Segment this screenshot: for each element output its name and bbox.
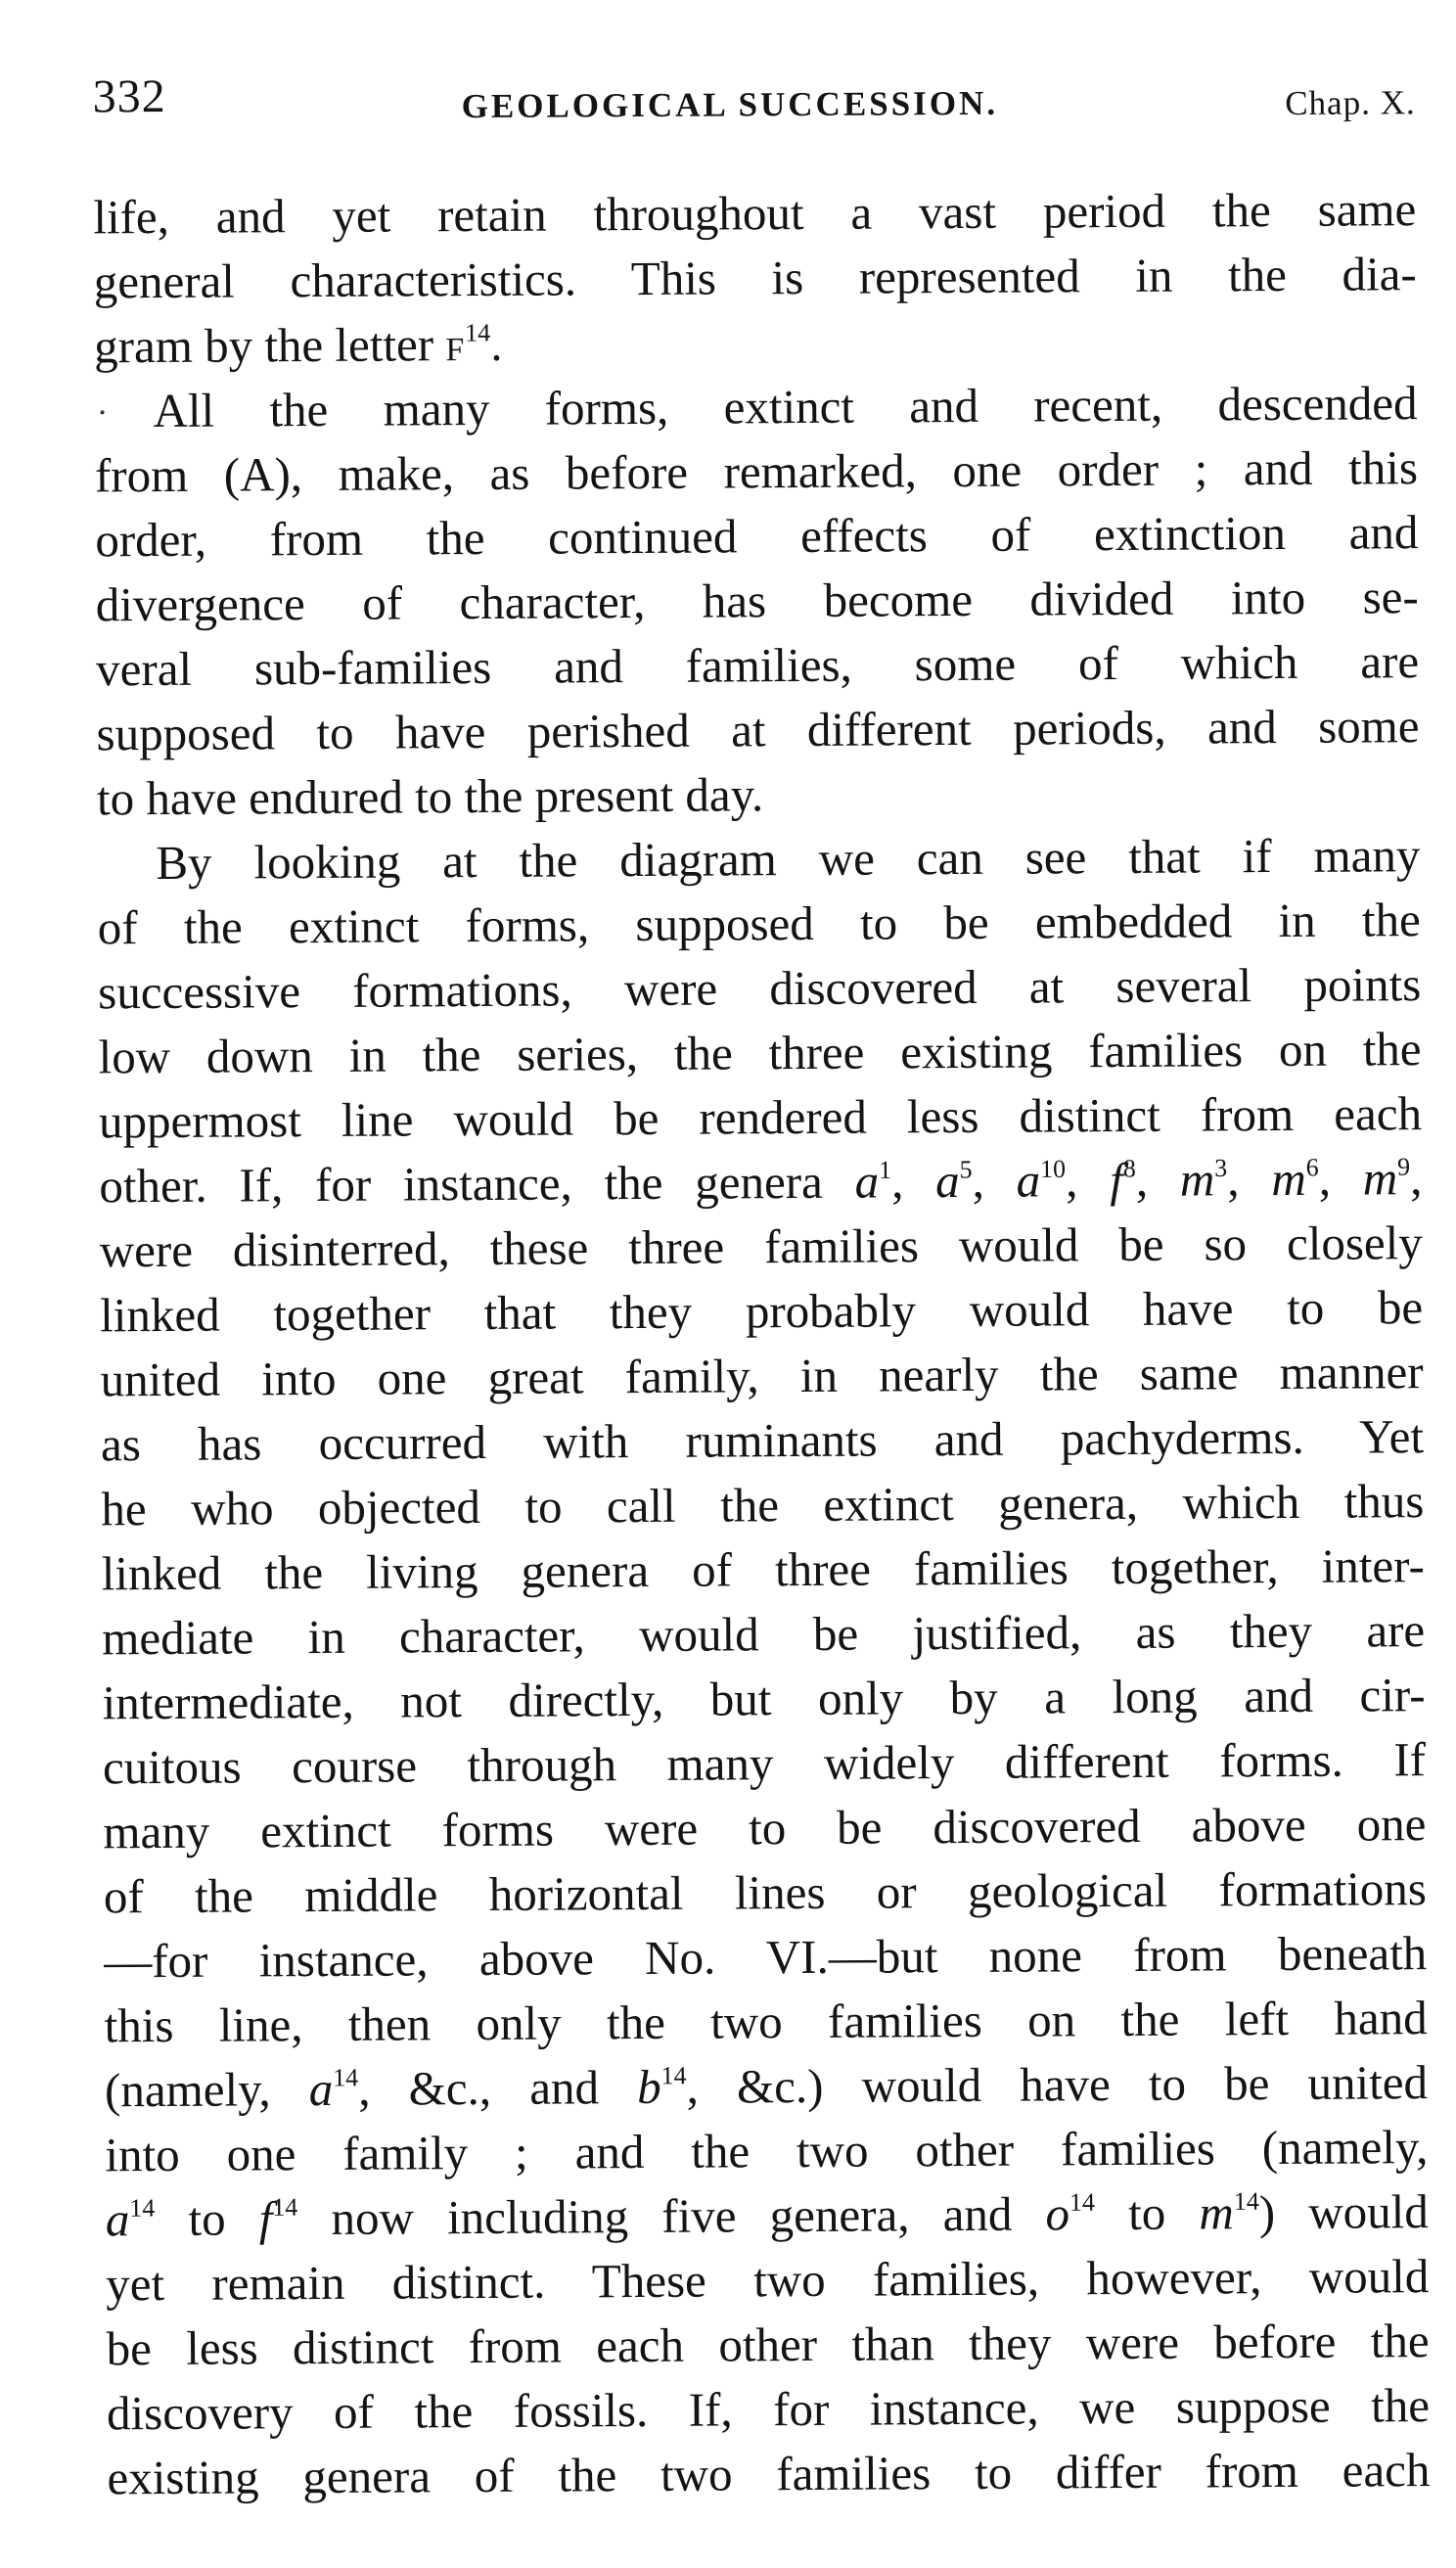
text-line: cuitous course through many widely different forms. If	[102, 1732, 1427, 1795]
text-line: mediate in character, would be justified, as they are	[102, 1603, 1426, 1666]
text-line: into one family ; and the two other families (namely,	[105, 2120, 1429, 2182]
chapter-label: Chap. X.	[1285, 83, 1416, 122]
text-line: supposed to have perished at different periods, and some	[96, 699, 1420, 761]
running-title: GEOLOGICAL SUCCESSION.	[461, 83, 999, 126]
text-line: linked the living genera of three families together, inter-	[101, 1538, 1425, 1601]
text-line: other. If, for instance, the genera $a^1$, $a^5$, $a^{10}$, $f^8$, $m^3$, $m^6$, $m^9$,	[99, 1151, 1423, 1214]
text-line: (namely, $a^{14}$, &c., and $b^{14}$, &c.) would have to be united	[104, 2055, 1429, 2118]
text-line: be less distinct from each other than they were before the	[106, 2314, 1430, 2376]
text-line: he who objected to call the extinct genera, which thus	[101, 1474, 1425, 1536]
text-line: uppermost line would be rendered less distinct from each	[98, 1086, 1423, 1149]
text-line: as has occurred with ruminants and pachyderms. Yet	[100, 1409, 1425, 1472]
text-line: gram by the letter $F^{14}$.	[93, 316, 503, 374]
text-line: yet remain distinct. These two families, however, would	[106, 2249, 1430, 2312]
text-line: low down in the series, the three existing families on the	[98, 1022, 1422, 1084]
text-line: of the middle horizontal lines or geological formations	[103, 1861, 1427, 1924]
text-line: —for instance, above No. VI.—but none from beneath	[104, 1926, 1428, 1989]
text-line: were disinterred, these three families would be so closely	[99, 1215, 1423, 1278]
text-line: of the extinct forms, supposed to be embedded in the	[97, 893, 1421, 955]
text-line: existing genera of the two families to differ from each	[107, 2443, 1431, 2505]
text-line: this line, then only the two families on the left hand	[104, 1991, 1428, 2053]
text-line: veral sub-families and families, some of which are	[96, 634, 1420, 697]
paragraph-start-line: All the many forms, extinct and recent, descended	[153, 376, 1418, 438]
text-line: general characteristics. This is represented in the dia-	[93, 247, 1417, 309]
text-line: united into one great family, in nearly the same manner	[100, 1345, 1424, 1407]
text-line: life, and yet retain throughout a vast period the same	[93, 182, 1417, 245]
text-line: successive formations, were discovered at several points	[98, 957, 1422, 1020]
text-line: intermediate, not directly, but only by a long and cir-	[102, 1668, 1426, 1730]
diagram-letter: F	[445, 332, 466, 369]
text-line: to have endured to the present day.	[96, 767, 764, 826]
text-line: linked together that they probably would have to be	[100, 1280, 1424, 1343]
text-line: discovery of the fossils. If, for instance, we suppose the	[106, 2378, 1431, 2441]
text-line: $a^{14}$ to $f^{14}$ now including five genera, and $o^{14}$ to $m^{14}$) would	[105, 2184, 1429, 2247]
paragraph-start-line: By looking at the diagram we can see that if many	[156, 828, 1421, 891]
text-line: order, from the continued effects of extinction and	[95, 505, 1419, 568]
text-line: divergence of character, has become divided into se-	[95, 570, 1419, 632]
page-number: 332	[92, 69, 166, 123]
text-line: many extinct forms were to be discovered above one	[103, 1797, 1427, 1859]
text-line: from (A), make, as before remarked, one order ; and this	[94, 440, 1419, 503]
running-head	[92, 50, 1423, 136]
body-text	[93, 177, 1430, 2510]
